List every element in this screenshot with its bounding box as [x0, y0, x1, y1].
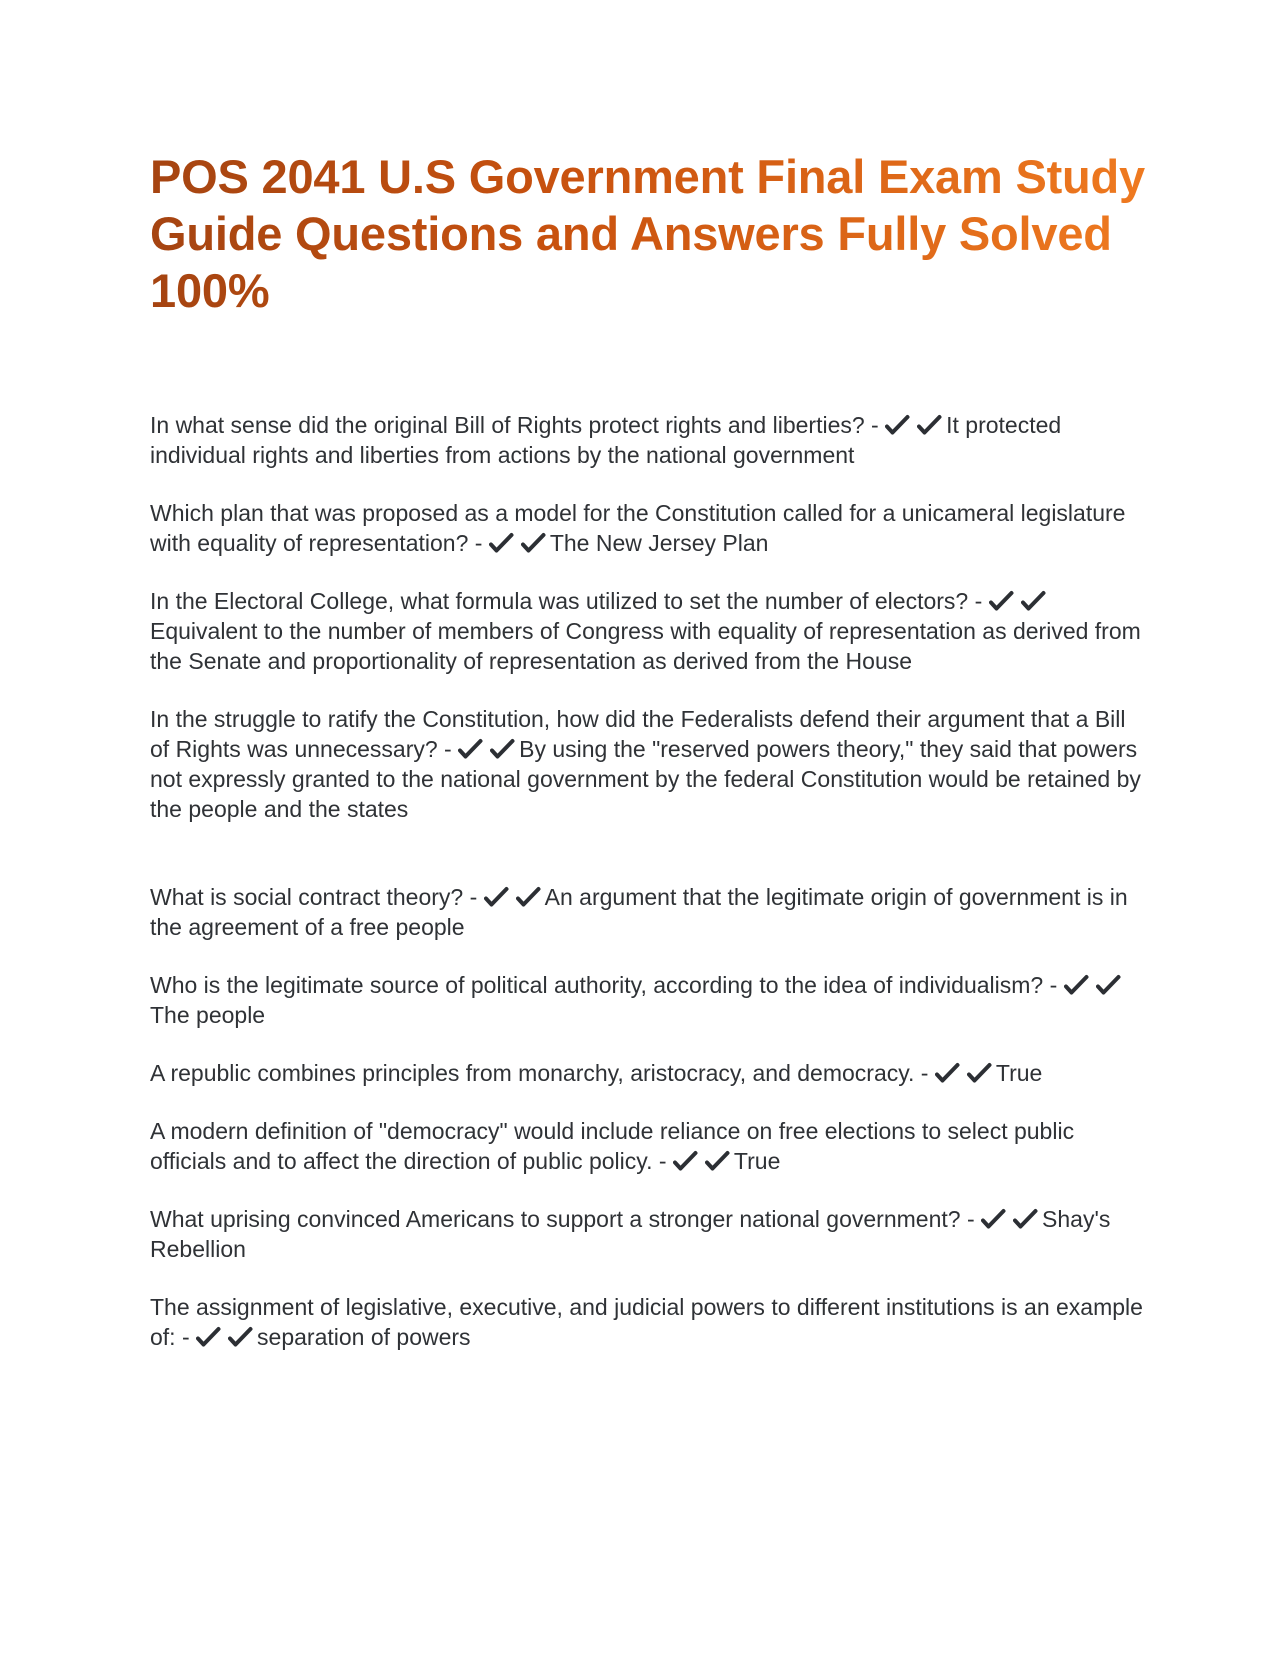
check-mark-icon: [489, 532, 514, 554]
check-mark-icon: [1013, 1208, 1038, 1230]
qa-item: [150, 498, 1150, 558]
qa-item: [150, 970, 1150, 1030]
question-text: Who is the legitimate source of political authority, according to the idea of individualism?: [150, 972, 1044, 998]
answer-text: By using the "reserved powers theory," they said that powers not expressly granted to the national government by the federal Constitution would be retained by the people and the states: [150, 736, 1141, 822]
answer-text: An argument that the legitimate origin of government is in the agreement of a free people: [150, 884, 1128, 940]
qa-list: [150, 410, 1150, 1380]
check-mark-icon: [705, 1150, 730, 1172]
check-mark-icon: [516, 886, 541, 908]
answer-text: separation of powers: [257, 1324, 471, 1350]
answer-text: The people: [150, 1002, 266, 1028]
check-mark-icon: [484, 886, 509, 908]
question-answer-separator: -: [968, 588, 989, 614]
question-answer-separator: -: [864, 412, 886, 438]
answer-text: Shay's Rebellion: [150, 1206, 1111, 1262]
answer-text: Equivalent to the number of members of Congress with equality of representation as derived from the Senate and proportionality of representation as derived from the House: [150, 618, 1141, 674]
check-mark-icon: [935, 1062, 960, 1084]
question-text: In the struggle to ratify the Constitution, how did the Federalists defend their argument that a Bill of Rights was unnecessary?: [150, 706, 1126, 762]
check-mark-icon: [1064, 974, 1089, 996]
question-answer-separator: -: [960, 1206, 982, 1232]
answer-text: True: [733, 1148, 781, 1174]
qa-item: [150, 1204, 1150, 1264]
document-title: POS 2041 U.S Government Final Exam Study Guide Questions and Answers Fully Solved 100%: [150, 148, 1150, 319]
question-answer-separator: -: [175, 1324, 197, 1350]
answer-text: True: [995, 1060, 1043, 1086]
qa-item: [150, 1292, 1150, 1352]
check-mark-icon: [967, 1062, 992, 1084]
question-text: Which plan that was proposed as a model for the Constitution called for a unicameral legislature with equality of representation?: [150, 500, 1126, 556]
question-answer-separator: -: [463, 884, 484, 910]
question-text: What uprising convinced Americans to support a stronger national government?: [150, 1206, 961, 1232]
answer-text: It protected individual rights and liberties from actions by the national government: [150, 412, 1062, 468]
check-mark-icon: [673, 1150, 698, 1172]
check-mark-icon: [458, 738, 483, 760]
qa-item: [150, 586, 1150, 676]
qa-item: [150, 1116, 1150, 1176]
question-answer-separator: -: [437, 736, 459, 762]
question-text: In the Electoral College, what formula was utilized to set the number of electors?: [150, 588, 969, 614]
check-mark-icon: [885, 414, 910, 436]
check-mark-icon: [989, 590, 1014, 612]
qa-item: [150, 704, 1150, 824]
question-answer-separator: -: [652, 1148, 673, 1174]
question-text: The assignment of legislative, executive, and judicial powers to different institutions is an example of:: [150, 1294, 1143, 1350]
question-text: What is social contract theory?: [150, 884, 464, 910]
question-text: A modern definition of "democracy" would include reliance on free elections to select public officials and to affect the direction of public policy.: [150, 1118, 1075, 1174]
question-answer-separator: -: [1043, 972, 1064, 998]
check-mark-icon: [521, 532, 546, 554]
check-mark-icon: [490, 738, 515, 760]
question-answer-separator: -: [468, 530, 489, 556]
check-mark-icon: [1096, 974, 1121, 996]
check-mark-icon: [981, 1208, 1006, 1230]
question-answer-separator: -: [914, 1060, 935, 1086]
qa-item: [150, 882, 1150, 942]
question-text: A republic combines principles from monarchy, aristocracy, and democracy.: [150, 1060, 915, 1086]
qa-item: [150, 410, 1150, 470]
check-mark-icon: [228, 1326, 253, 1348]
qa-item: [150, 1058, 1150, 1088]
check-mark-icon: [196, 1326, 221, 1348]
check-mark-icon: [917, 414, 942, 436]
check-mark-icon: [1021, 590, 1046, 612]
answer-text: The New Jersey Plan: [549, 530, 769, 556]
question-text: In what sense did the original Bill of Rights protect rights and liberties?: [150, 412, 865, 438]
